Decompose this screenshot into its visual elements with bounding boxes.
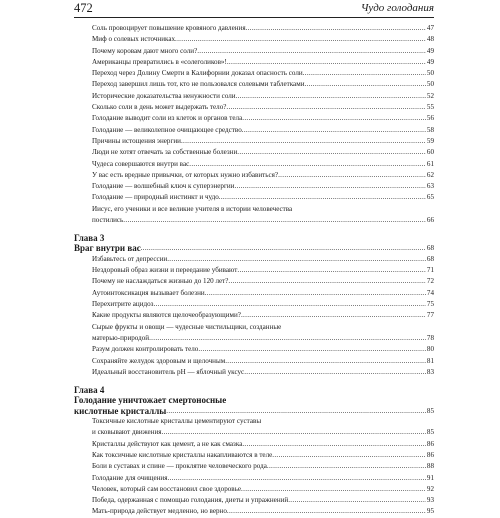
leader-dots (305, 79, 426, 90)
page-header (74, 3, 434, 18)
toc-entry (74, 495, 434, 506)
toc-entry-text: Люди не хотят отвечать за собственные болезни (92, 148, 238, 157)
toc-entry-page: 56 (426, 114, 434, 123)
chapter-4-page: 85 (426, 406, 434, 415)
toc-entry-text: Идеальный восстановитель pH — яблочный уксус (92, 367, 245, 376)
toc-entry (74, 102, 434, 113)
leader-dots (237, 265, 426, 276)
toc-entry-text: Избавьтесь от депрессии (92, 254, 168, 263)
toc-entry-page: 65 (426, 193, 434, 202)
toc-entry (74, 68, 434, 79)
toc-entry-page: 58 (426, 125, 434, 134)
toc-section-continued (74, 23, 434, 226)
toc-entry-page: 88 (426, 462, 434, 471)
chapter-4-title: Голодание уничтожает смертоносные (74, 395, 227, 406)
toc-entry-text: Соль провоцирует повышение кровяного давления (92, 24, 246, 32)
leader-dots (167, 473, 425, 484)
table-of-contents (74, 23, 434, 518)
leader-dots (225, 356, 426, 367)
toc-entry-page: 86 (426, 439, 434, 448)
toc-entry-text: Боли в суставах и спине — проклятие человеческого рода (92, 462, 267, 471)
chapter-3-items (74, 254, 434, 378)
toc-entry-text: Кристаллы действуют как цемент, а не как смазка (92, 439, 243, 448)
toc-entry-page: 49 (426, 46, 434, 55)
toc-entry-text: Американцы превратились в «солеголиков»! (92, 57, 227, 66)
toc-entry (74, 276, 434, 287)
toc-entry-text: Почему не наслаждаться жизнью до 120 лет? (92, 277, 229, 286)
leader-dots (162, 427, 426, 438)
toc-entry-text: Исторические доказательства ненужности соли (92, 91, 236, 100)
leader-dots (175, 34, 426, 45)
toc-entry-page: 95 (426, 507, 434, 516)
toc-entry-continuation (74, 215, 434, 226)
chapter-4-items (74, 416, 434, 518)
leader-dots (141, 243, 426, 254)
toc-entry (74, 439, 434, 450)
toc-entry-page: 74 (426, 288, 434, 297)
leader-dots (181, 136, 426, 147)
toc-entry (74, 506, 434, 517)
leader-dots (242, 125, 426, 136)
toc-entry-text: Человек, который сам восстановил свое здоровье (92, 484, 242, 493)
leader-dots (244, 367, 426, 378)
leader-dots (241, 310, 426, 321)
toc-entry-text: Переход завершил лишь тот, кто не пользовался солевыми таблетками (92, 80, 305, 89)
chapter-4-title-line2: кислотные кристаллы (74, 405, 167, 416)
toc-entry-text: Мать-природа действует медленно, но верно (92, 507, 227, 516)
leader-dots (197, 46, 426, 57)
toc-entry (74, 136, 434, 147)
chapter-3-page: 68 (426, 244, 434, 253)
toc-entry-text: Аутоинтоксикация вызывает болезни (92, 288, 205, 297)
leader-dots (278, 170, 426, 181)
toc-entry (74, 416, 434, 427)
toc-entry (74, 344, 434, 355)
leader-dots (226, 102, 425, 113)
toc-entry (74, 159, 434, 170)
leader-dots (234, 181, 425, 192)
toc-entry-text: У вас есть вредные привычки, от которых нужно избавиться? (92, 170, 279, 179)
toc-entry-page: 75 (426, 300, 434, 309)
toc-entry-page: 62 (426, 170, 434, 179)
toc-entry (74, 113, 434, 124)
toc-entry-text: Токсичные кислотные кристаллы цементируют суставы (92, 417, 262, 426)
toc-entry (74, 181, 434, 192)
toc-entry-text: Нездоровый образ жизни и переедание убивают (92, 266, 238, 275)
toc-entry-page: 68 (426, 254, 434, 263)
toc-entry-text: Разум должен контролировать тело (92, 345, 199, 354)
toc-entry-page: 50 (426, 69, 434, 78)
toc-entry-text: Миф о солевых источниках (92, 35, 176, 44)
toc-entry-page: 61 (426, 159, 434, 168)
leader-dots (228, 276, 426, 287)
toc-entry-page: 83 (426, 367, 434, 376)
leader-dots (242, 113, 426, 124)
toc-entry-text: Сколько соли в день может выдержать тело? (92, 103, 227, 112)
toc-entry-page: 55 (426, 103, 434, 112)
toc-entry-continuation (74, 427, 434, 438)
toc-entry (74, 461, 434, 472)
toc-entry (74, 265, 434, 276)
toc-entry (74, 367, 434, 378)
leader-dots (153, 299, 425, 310)
toc-entry-text: Сырые фрукты и овощи — чудесные чистильщики, созданные (92, 322, 282, 331)
toc-entry-text: Чудеса совершаются внутри вас (92, 159, 190, 168)
toc-entry-page: 48 (426, 35, 434, 44)
toc-entry (74, 46, 434, 57)
chapter-4-title-row (74, 406, 434, 417)
toc-entry-text: постились (92, 216, 124, 225)
chapter-3-title-row (74, 243, 434, 254)
toc-entry-page: 85 (426, 428, 434, 437)
toc-entry (74, 299, 434, 310)
toc-entry (74, 484, 434, 495)
leader-dots (288, 495, 426, 506)
toc-entry-text: матерью-природой (92, 333, 150, 342)
leader-dots (267, 461, 426, 472)
toc-entry (74, 288, 434, 299)
toc-entry (74, 79, 434, 90)
toc-entry-text: Иисус, его ученики и все великие учителя в истории человечества (92, 204, 293, 213)
toc-entry-text: Голодание — великолепное очищающее средство (92, 125, 242, 134)
chapter-4-label: Глава 4 (74, 385, 105, 396)
toc-entry-text: Какие продукты являются щелочеобразующими? (92, 311, 241, 320)
toc-entry-page: 47 (426, 24, 434, 32)
toc-entry (74, 91, 434, 102)
toc-entry-page: 77 (426, 311, 434, 320)
leader-dots (241, 484, 426, 495)
toc-entry-text: Переход через Долину Смерти в Калифорнии доказал опасность соли (92, 69, 303, 78)
leader-dots (242, 439, 426, 450)
chapter-3-label: Глава 3 (74, 233, 105, 244)
chapter-3-title: Враг внутри вас (74, 243, 141, 254)
leader-dots (272, 450, 426, 461)
toc-entry (74, 34, 434, 45)
page-number: 472 (74, 1, 93, 15)
toc-entry-text: и сковывают движения (92, 428, 162, 437)
toc-entry-page: 81 (426, 356, 434, 365)
toc-entry-page: 91 (426, 473, 434, 482)
toc-entry-text: Голодание — волшебный ключ к суперэнергии (92, 182, 235, 191)
leader-dots (303, 68, 426, 79)
toc-entry-page: 80 (426, 345, 434, 354)
toc-entry (74, 170, 434, 181)
toc-entry-page: 63 (426, 182, 434, 191)
leader-dots (236, 91, 426, 102)
toc-entry-page: 92 (426, 484, 434, 493)
toc-entry-page: 71 (426, 266, 434, 275)
running-title: Чудо голодания (360, 2, 434, 14)
leader-dots (227, 506, 426, 517)
toc-entry-page: 52 (426, 91, 434, 100)
leader-dots (198, 344, 426, 355)
toc-entry (74, 322, 434, 333)
toc-entry-text: Причины истощения энергии (92, 136, 181, 145)
leader-dots (227, 57, 426, 68)
leader-dots (189, 159, 426, 170)
toc-entry-page: 78 (426, 333, 434, 342)
toc-entry (74, 473, 434, 484)
leader-dots (205, 288, 426, 299)
toc-entry-text: Голодание — природный инстинкт и чудо (92, 193, 219, 202)
toc-entry-page: 72 (426, 277, 434, 286)
toc-entry (74, 192, 434, 203)
toc-entry (74, 57, 434, 68)
leader-dots (219, 192, 426, 203)
leader-dots (237, 147, 426, 158)
toc-entry-continuation (74, 333, 434, 344)
toc-entry (74, 254, 434, 265)
toc-entry-page: 59 (426, 136, 434, 145)
toc-entry (74, 125, 434, 136)
leader-dots (123, 215, 426, 226)
toc-entry-text: Голодание для очищения (92, 473, 168, 482)
leader-dots (149, 333, 426, 344)
toc-entry (74, 147, 434, 158)
toc-entry (74, 310, 434, 321)
toc-entry-page: 93 (426, 496, 434, 505)
toc-entry-text: Почему коровам дают много соли? (92, 46, 198, 55)
toc-entry (74, 204, 434, 215)
toc-entry-text: Перехитрите ацидоз (92, 300, 154, 309)
leader-dots (166, 406, 426, 417)
toc-entry-text: Как токсичные кислотные кристаллы накапливаются в теле (92, 451, 273, 459)
leader-dots (167, 254, 426, 265)
toc-entry-text: Голодание выводит соли из клеток и органов тела (92, 114, 243, 123)
toc-entry-page: 49 (426, 57, 434, 66)
toc-entry (74, 23, 434, 34)
toc-entry-page: 86 (426, 451, 434, 459)
leader-dots (246, 23, 426, 34)
toc-entry-page: 66 (426, 216, 434, 225)
toc-entry-text: Сохраняйте желудок здоровым и щелочным (92, 356, 226, 365)
toc-entry-text: Победа, одержанная с помощью голодания, диеты и упражнений (92, 496, 289, 505)
toc-entry-page: 60 (426, 148, 434, 157)
toc-entry-page: 50 (426, 80, 434, 89)
toc-entry (74, 450, 434, 461)
toc-entry (74, 356, 434, 367)
